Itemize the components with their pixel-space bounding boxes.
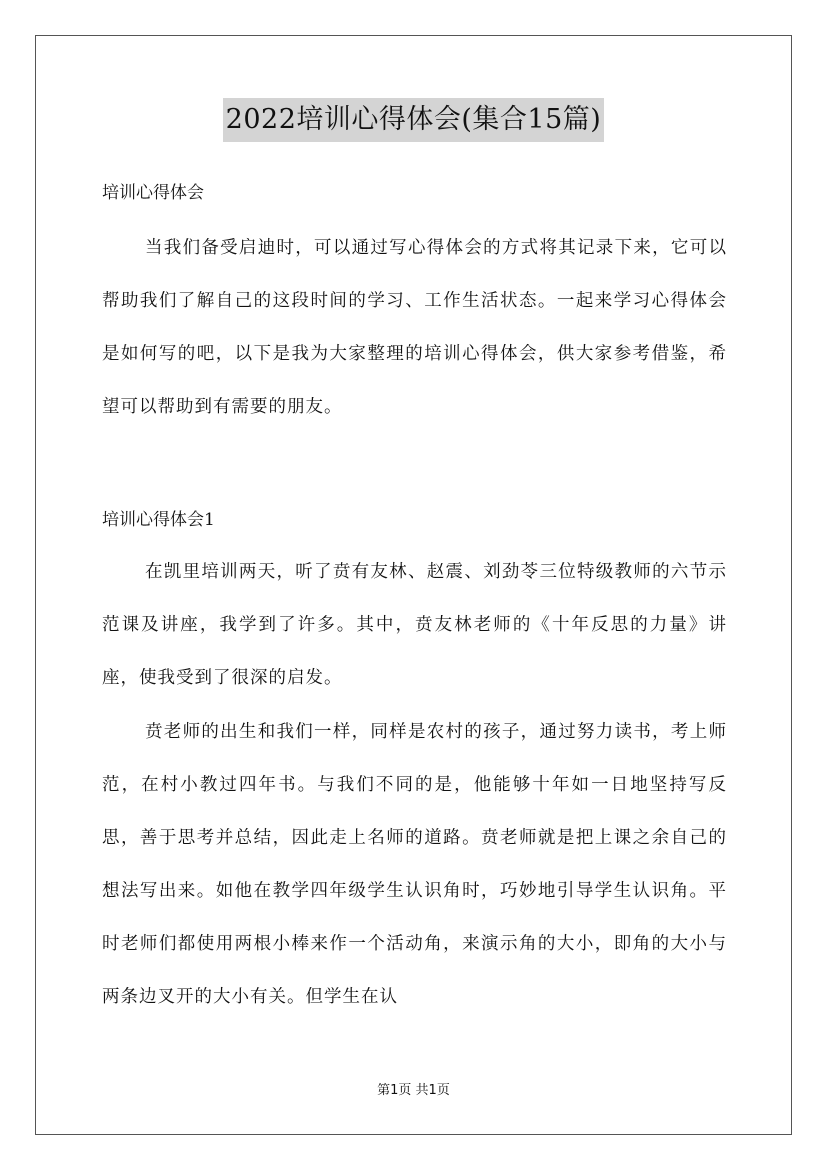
page-footer: 第1页 共1页	[377, 1083, 450, 1098]
title-container	[0, 98, 827, 142]
document-title: 2022培训心得体会(集合15篇)	[223, 98, 605, 142]
section-1-paragraph-2: 贲老师的出生和我们一样，同样是农村的孩子，通过努力读书，考上师范，在村小教过四年书。与我们不同的是，他能够十年如一日地坚持写反思，善于思考并总结，因此走上名师的道路。贲老师就是把上课之余自己的想法写出来。如他在教学四年级学生认识角时，巧妙地引导学生认识角。平时老师们都使用两根小棒来作一个活动角，来演示角的大小，即角的大小与两条边叉开的大小有关。但学生在认	[102, 722, 727, 1007]
section-1-heading: 培训心得体会1	[102, 510, 215, 530]
intro-paragraph: 当我们备受启迪时，可以通过写心得体会的方式将其记录下来，它可以帮助我们了解自己的这段时间的学习、工作生活状态。一起来学习心得体会是如何写的吧，以下是我为大家整理的培训心得体会，供大家参考借鉴，希望可以帮助到有需要的朋友。	[102, 238, 727, 417]
section-1-paragraph-1: 在凯里培训两天，听了贲有友林、赵震、刘劲苓三位特级教师的六节示范课及讲座，我学到了许多。其中，贲友林老师的《十年反思的力量》讲座，使我受到了很深的启发。	[102, 562, 727, 688]
intro-heading: 培训心得体会	[102, 183, 204, 203]
